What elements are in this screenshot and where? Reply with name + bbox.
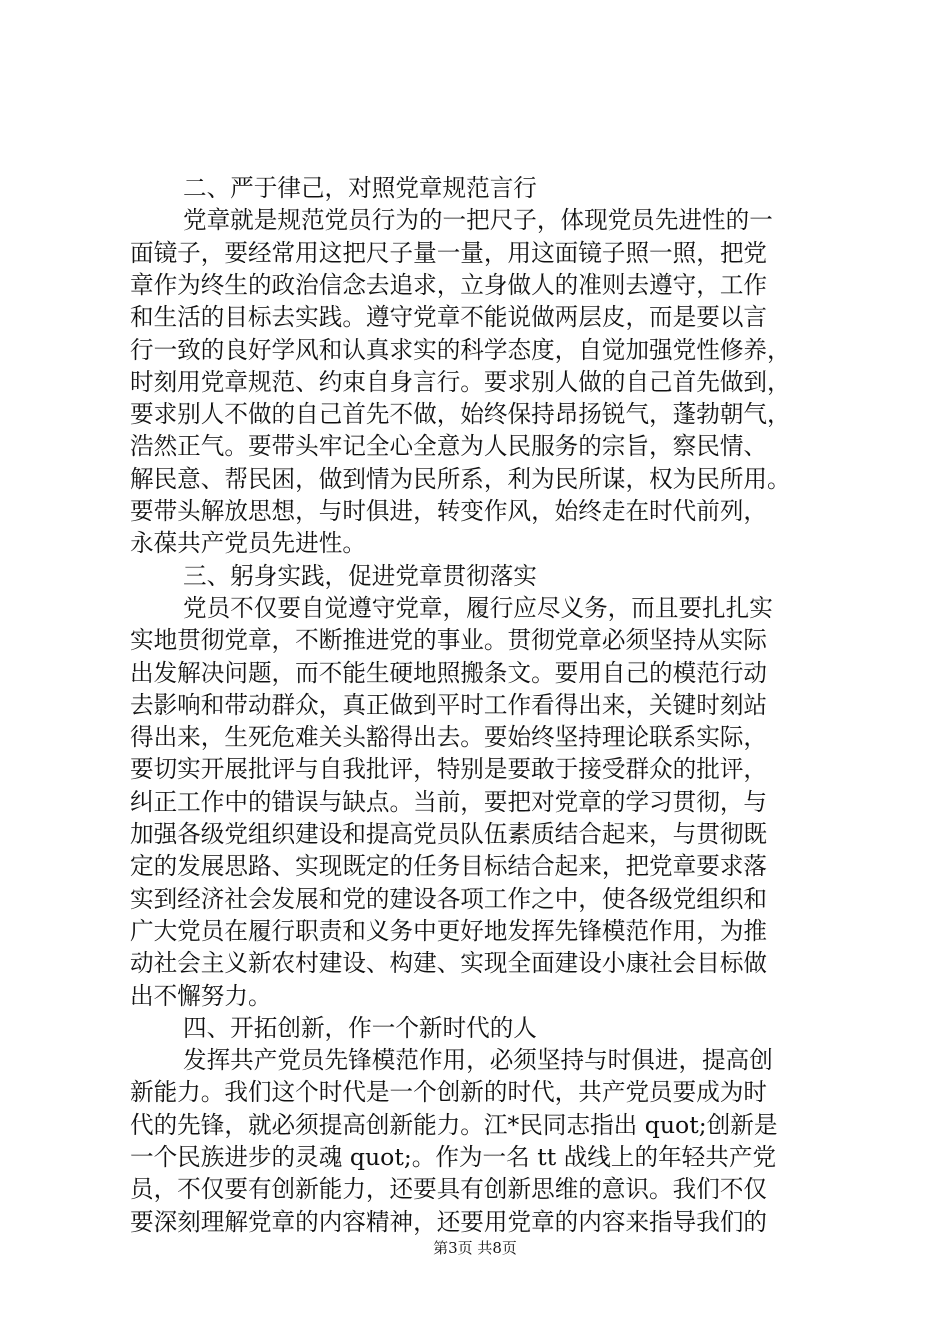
paragraph-line: 代的先锋，就必须提高创新能力。江*民同志指出 quot;创新是 — [130, 1110, 778, 1139]
paragraph-line: 发挥共产党员先锋模范作用，必须坚持与时俱进，提高创 — [183, 1046, 773, 1075]
paragraph-line: 得出来，生死危难关头豁得出去。要始终坚持理论联系实际， — [130, 723, 768, 752]
paragraph-line: 员，不仅要有创新能力，还要具有创新思维的意识。我们不仅 — [130, 1175, 768, 1204]
paragraph-line: 广大党员在履行职责和义务中更好地发挥先锋模范作用，为推 — [130, 916, 768, 945]
paragraph-line: 要带头解放思想，与时俱进，转变作风，始终走在时代前列， — [130, 497, 768, 525]
paragraph-line: 和生活的目标去实践。遵守党章不能说做两层皮，而是要以言 — [130, 303, 768, 332]
paragraph-line: 加强各级党组织建设和提高党员队伍素质结合起来，与贯彻既 — [130, 820, 768, 848]
paragraph-line: 要深刻理解党章的内容精神，还要用党章的内容来指导我们的 — [130, 1207, 768, 1236]
paragraph-line: 党员不仅要自觉遵守党章，履行应尽义务，而且要扎扎实 — [183, 593, 773, 622]
section-heading: 二、严于律己，对照党章规范言行 — [183, 174, 537, 202]
paragraph-line: 出发解决问题，而不能生硬地照搬条文。要用自己的模范行动 — [130, 658, 768, 687]
page-footer: 第3页 共8页 — [433, 1239, 517, 1257]
paragraph-line: 实地贯彻党章，不断推进党的事业。贯彻党章必须坚持从实际 — [130, 626, 768, 655]
paragraph-line: 纠正工作中的错误与缺点。当前，要把对党章的学习贯彻，与 — [130, 787, 768, 816]
paragraph-line: 浩然正气。要带头牢记全心全意为人民服务的宗旨，察民情、 — [130, 432, 768, 461]
paragraph-line: 实到经济社会发展和党的建设各项工作之中，使各级党组织和 — [130, 884, 768, 913]
paragraph-line: 动社会主义新农村建设、构建、实现全面建设小康社会目标做 — [130, 949, 768, 978]
paragraph-line: 党章就是规范党员行为的一把尺子，体现党员先进性的一 — [183, 206, 773, 235]
paragraph-line: 章作为终生的政治信念去追求，立身做人的准则去遵守，工作 — [130, 270, 768, 299]
paragraph-line: 出不懈努力。 — [130, 981, 272, 1010]
paragraph-line: 要切实开展批评与自我批评，特别是要敢于接受群众的批评， — [130, 755, 768, 784]
paragraph-line: 面镜子，要经常用这把尺子量一量，用这面镜子照一照，把党 — [130, 238, 768, 267]
paragraph-line: 时刻用党章规范、约束自身言行。要求别人做的自己首先做到， — [130, 367, 791, 396]
paragraph-line: 永葆共产党员先进性。 — [130, 529, 366, 558]
paragraph-line: 定的发展思路、实现既定的任务目标结合起来，把党章要求落 — [130, 852, 768, 881]
paragraph-line: 要求别人不做的自己首先不做，始终保持昂扬锐气，蓬勃朝气， — [130, 400, 791, 429]
paragraph-line: 一个民族进步的灵魂 quot;。作为一名 tt 战线上的年轻共产党 — [130, 1143, 777, 1171]
section-heading: 三、躬身实践，促进党章贯彻落实 — [183, 561, 537, 590]
paragraph-line: 新能力。我们这个时代是一个创新的时代，共产党员要成为时 — [130, 1078, 768, 1107]
section-heading: 四、开拓创新，作一个新时代的人 — [183, 1013, 537, 1042]
paragraph-line: 解民意、帮民困，做到情为民所系，利为民所谋，权为民所用。 — [130, 464, 791, 493]
paragraph-line: 行一致的良好学风和认真求实的科学态度，自觉加强党性修养， — [130, 335, 791, 364]
paragraph-line: 去影响和带动群众，真正做到平时工作看得出来，关键时刻站 — [130, 690, 768, 719]
